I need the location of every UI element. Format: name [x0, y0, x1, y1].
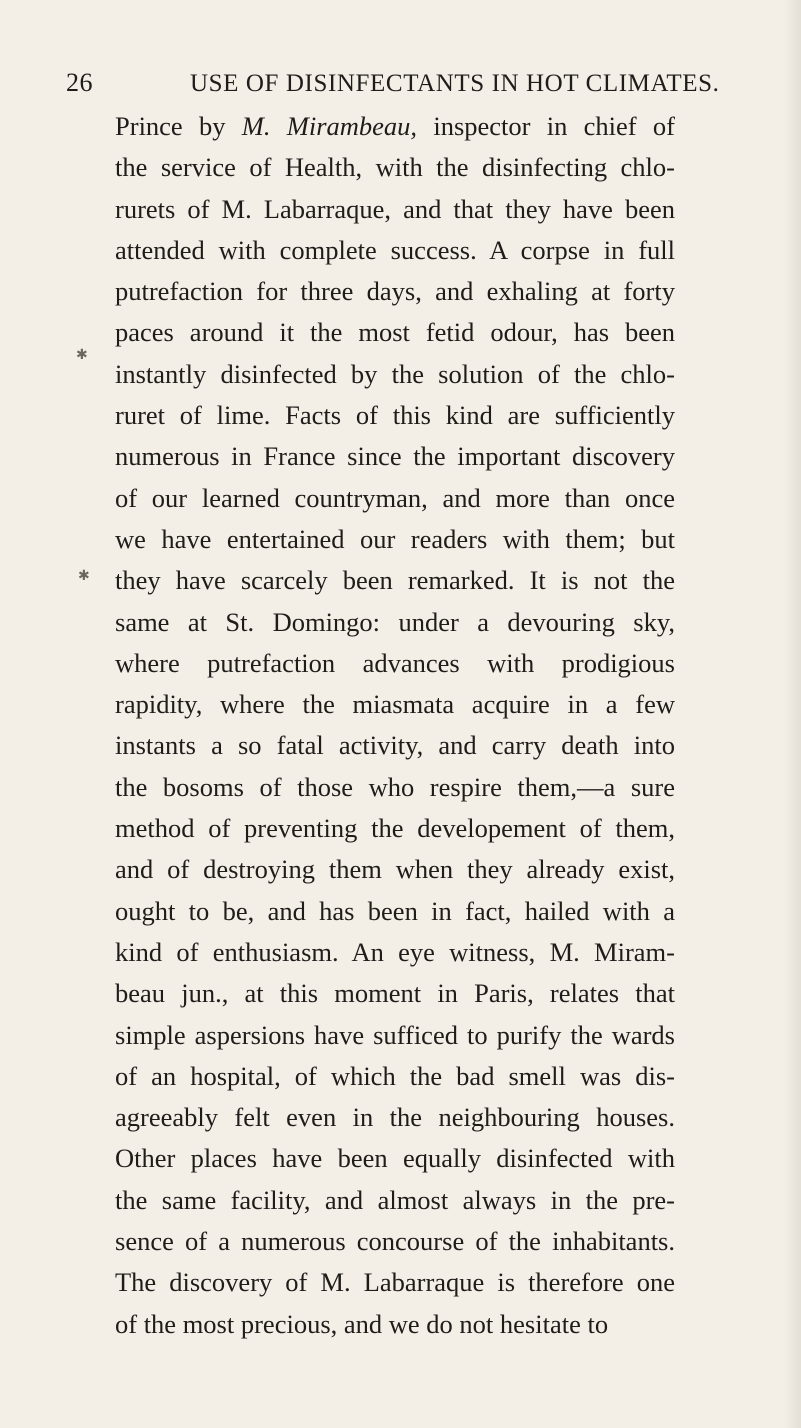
margin-speck-icon: ✱ [78, 569, 90, 584]
text-run: putrefaction for three days, and exhaling at forty [115, 276, 675, 307]
text-run: instants a so fatal activity, and carry death into [115, 730, 675, 761]
text-line [115, 932, 675, 973]
running-title: USE OF DISINFECTANTS IN HOT CLIMATES. [190, 70, 720, 97]
text-line [115, 973, 675, 1014]
text-line [115, 1304, 675, 1345]
text-run: attended with complete success. A corpse in full [115, 234, 675, 265]
text-run: of the most precious, and we do not hesitate to [115, 1308, 609, 1339]
text-line [115, 602, 675, 643]
text-run: numerous in France since the important discovery [115, 441, 675, 472]
text-line [115, 395, 675, 436]
text-line [115, 478, 675, 519]
text-run: Other places have been equally disinfected with [115, 1143, 675, 1174]
text-run: the bosoms of those who respire them,—a sure [115, 771, 675, 802]
text-line [115, 767, 675, 808]
text-line [115, 106, 675, 147]
text-run: the service of Health, with the disinfecting chlo- [115, 152, 675, 183]
text-line [115, 891, 675, 932]
italic-run: M. Mirambeau, [241, 111, 418, 141]
text-run: of our learned countryman, and more than once [115, 482, 675, 513]
text-line [115, 1138, 675, 1179]
text-line [115, 519, 675, 560]
page-number: 26 [66, 68, 93, 97]
text-run: we have entertained our readers with them; but [115, 523, 675, 554]
text-line [115, 725, 675, 766]
text-line [115, 808, 675, 849]
text-run: kind of enthusiasm. An eye witness, M. Miram- [115, 936, 675, 967]
text-line [115, 1262, 675, 1303]
margin-speck-icon: ✱ [76, 348, 88, 363]
text-line [115, 354, 675, 395]
text-run: they have scarcely been remarked. It is not the [115, 565, 675, 596]
body-paragraph [115, 106, 675, 1345]
text-run: rurets of M. Labarraque, and that they have been [115, 193, 675, 224]
text-run: of an hospital, of which the bad smell was dis- [115, 1060, 675, 1091]
text-run: sence of a numerous concourse of the inhabitants. [115, 1226, 675, 1257]
text-run: the same facility, and almost always in the pre- [115, 1184, 675, 1215]
text-run: Prince by [115, 111, 242, 141]
text-line [115, 1056, 675, 1097]
text-line [115, 147, 675, 188]
text-line [115, 849, 675, 890]
text-line [115, 1180, 675, 1221]
text-run: ruret of lime. Facts of this kind are sufficiently [115, 400, 675, 431]
text-run: where putrefaction advances with prodigious [115, 647, 675, 678]
text-line [115, 560, 675, 601]
text-run: method of preventing the developement of them, [115, 813, 675, 844]
text-run: inspector in chief of [417, 111, 675, 141]
text-line [115, 312, 675, 353]
text-run: same at St. Domingo: under a devouring sky, [115, 606, 675, 637]
text-line [115, 230, 675, 271]
text-line [115, 1221, 675, 1262]
text-run: paces around it the most fetid odour, has been [115, 317, 675, 348]
running-header [66, 68, 720, 98]
text-run: beau jun., at this moment in Paris, relates that [115, 978, 675, 1009]
text-run: and of destroying them when they already exist, [115, 854, 675, 885]
text-run: instantly disinfected by the solution of the chlo- [115, 358, 675, 389]
text-run: agreeably felt even in the neighbouring houses. [115, 1102, 675, 1133]
text-line [115, 684, 675, 725]
text-line [115, 436, 675, 477]
text-line [115, 1097, 675, 1138]
text-line [115, 189, 675, 230]
text-run: rapidity, where the miasmata acquire in a few [115, 689, 675, 720]
text-run: The discovery of M. Labarraque is therefore one [115, 1267, 675, 1298]
text-run: ought to be, and has been in fact, hailed with a [115, 895, 675, 926]
text-run: simple aspersions have sufficed to purify the wards [115, 1019, 675, 1050]
text-line [115, 643, 675, 684]
text-line [115, 1015, 675, 1056]
text-line [115, 271, 675, 312]
